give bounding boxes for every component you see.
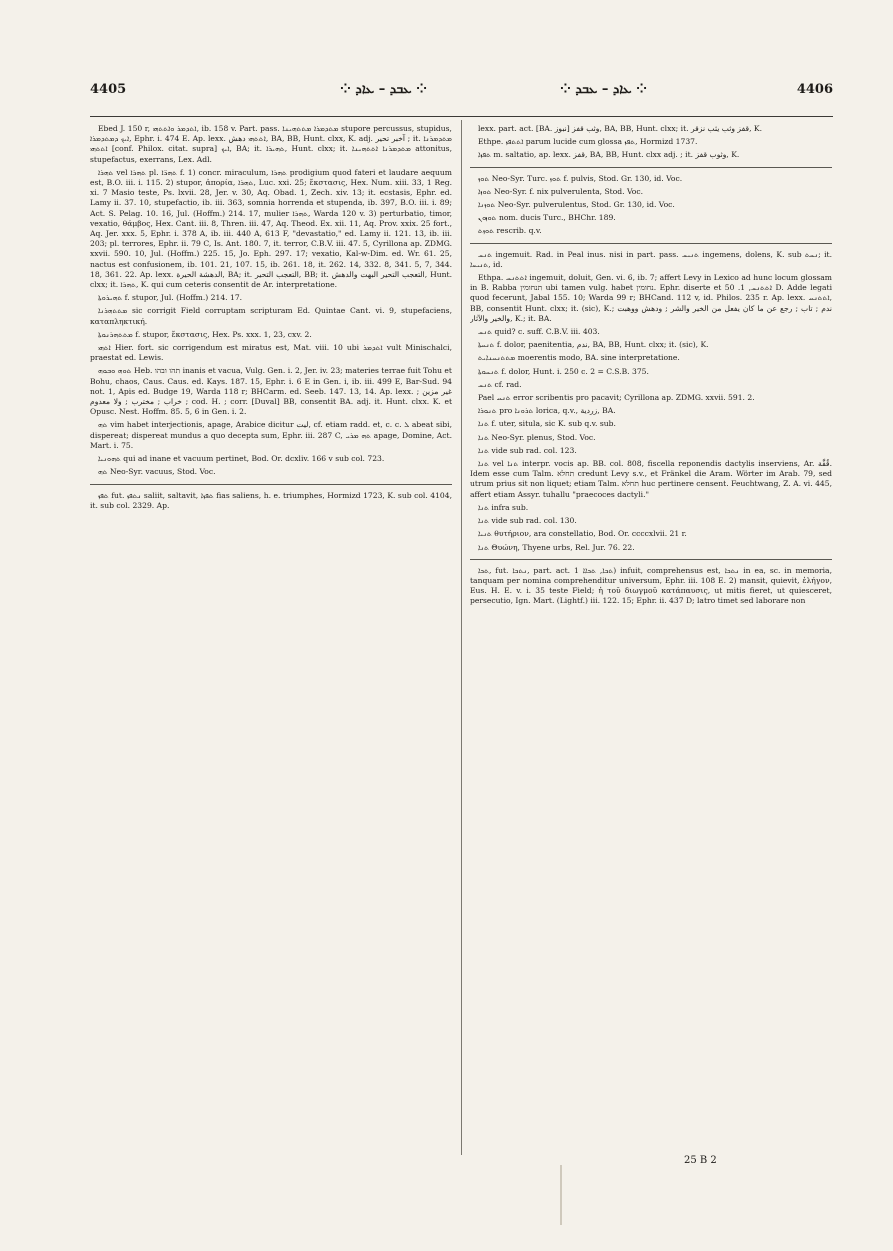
page-number-left: 4405 [90, 82, 127, 97]
entry: ܬܢܚܬܐ f. dolor, paenitentia, ندم, BA, BB, Hunt. clxx; it. (sic), K. [478, 340, 709, 350]
entry: ܬܢܐ vide sub rad. col. 130. [478, 516, 577, 526]
page-header [90, 82, 833, 102]
entry: Ethpa. ܐܬܬܢܚ ingemuit, doluit, Gen. vi. 6, ib. 7; affert Levy in Lexico ad hunc locum glossam in B. Rabba תנחומין ubi tamen vulg. habet נחומין. Ephr. diserte et ܐܬܬܢܚ, 1. 50 D. Adde legati quod fecerunt, Jabal 155. 10; Warda 99 r; BHCand. 112 v, id. Philos. 235 r. Ap. lexx. ܐܬܬܢܚ, BB, consentit Hunt. clxx; it. (sic), K.; ندم ; تاب ; رجع عن ما كان يفعل من الخير والشر ; ودهش ووهبت والخير والآثار, K.; it. BA. [470, 273, 832, 323]
paper-mark [560, 1165, 562, 1225]
entry: ܬܗܪܐ vel ܬܗܪܐ pl. ܬܗܪ̈ܐ f. 1) concr. miraculum, ܬܗܪܐ prodigium quod fateri et laudare aequum est, B.O. iii. i. 115. 2) stupor, ἀπορία, ܬܗܪܐ, Luc. xxi. 25; ἔκστασις, Hex. Num. xiii. 33, 1 Reg. xi. 7 Masio teste, Ps. lxvii. 28, Jer. v. 30, Aq. Obad. 1, Zech. xiv. 13; it. ecstasis, Ephr. ed. Lamy ii. 37. 10, stupefactio, ib. iii. 363, somnia horrenda et stupenda, ib. 397, B.O. iii. i. 89; Act. S. Pelag. 10. 16, Jul. (Hoffm.) 214. 17, mulier ܬܗܪܐ, Warda 120 v. 3) perturbatio, timor, vexatio, θάμβος, Hex. Cant. iii. 8, Thren. iii. 47, Aq. Theod. Ex. xii. 11, Aq. Prov. xxix. 25 fort., Aq. Jer. xxx. 5, Ephr. i. 378 A, ib. iii. 440 A, 613 F, "devastatio," ed. Lamy ii. 121. 13, ib. iii. 203; pl. terrores, Ephr. ii. 79 C, Is. Ant. 180. 7, it. terror, C.B.V. iii. 47. 5, Cyrillona ap. ZDMG. xxvii. 590. 10, Jul. (Hoffm.) 225. 15, Jo. Eph. 297. 17; vexatio, Kal-w-Dim. ed. Wr. 61. 25, nactus est confusionem, ib. 101. 21, 107. 15, ib. 261. 18, it. 262. 14, 332. 8, 341. 5, 7, 344. 18, 361. 22. Ap. lexx. الدهشة الحيرة, BA; it. التعجب التحير, BB; it. التعجب التحير البهت والدهش, Hunt. clxx; it. ܬܗܪܐ, K. qui cum ceteris consentit de Ar. interpretatione. [90, 167, 452, 290]
running-head-left: ⁘ ܥܒܕ – ܥܐܕ ⁘ [340, 82, 428, 97]
header-rule [90, 116, 833, 117]
entry: ܬܢܐ Θυώνη, Thyene urbs, Rel. Jur. 76. 22. [478, 542, 635, 552]
entry: Ebed J. 150 r, ܐܬܕܡܪ ܘܐܬܬܗܝ, ib. 158 v. Part. pass. ܡܬܕܡܪܐ ܡܬܬܗܝܢܐ stupore percussus, stupidus, ܐܝܟ ܕܡܬܕܡܪܐ, Ephr. i. 474 E. Ap. lexx. ܐܬܬܗܝ دهش, BA, BB, Hunt. clxx, K. adj. آخبر تحير ; it. ܡܬܕܡܪܢܐ ܐܬܬܗܝ [conf. Philox. citat. supra] ܐܝܟ, BA; it. ܬܗܝܪܐ, Hunt. clxx; it. ܡܬܕܡܪܢܐ ܐܬܬܗܝܢܐ attonitus, stupefactus, exerrans, Lex. Adl. [90, 124, 452, 164]
entry: ܬܘܙܘܢ nom. ducis Turc., BHChr. 189. [478, 213, 616, 223]
entry: ܬܗܘܢܝܐ qui ad inane et vacuum pertinet, Bod. Or. dcxliv. 166 v sub col. 723. [98, 454, 385, 464]
entry: ܬܟܐ, fut. ܢܬܟܐ, part. act. ܬܟܐ, ܬܟܐܐ 1) infuit, comprehensus est, ܢܬܟܐ in ea, sc. in memoria, tanquam per nomina comprehenditur universum, Ephr. iii. 108 E. 2) mansit, quievit, ἐλήγον, Eus. H. E. v. i. 35 teste Field; ἡ τοῦ διωγμοῦ κατάπαυσις, ut mitis fieret, ut quiesceret, persecutio, Ign. Mart. (Lightf.) iii. 122. 15; Ephr. ii. 437 D; latro timet sed laborare non [470, 565, 832, 606]
entry: ܬܗ Neo-Syr. vacuus, Stod. Voc. [98, 467, 216, 477]
section-separator [470, 559, 832, 560]
entry: ܬܢܚܘܬܐ f. dolor, Hunt. i. 250 c. 2 = C.S.B. 375. [478, 366, 649, 376]
entry: ܬܦܙ fut. ܢܬܦܙ saliit, saltavit, ܬܦܙܐ fias saliens, h. e. triumphes, Hormizd 1723, K. sub col. 4104, it. sub col. 2329. Ap. [90, 490, 452, 510]
entry: ܬܘܗ ܘܒܘܗ Heb. תהו ובהו inanis et vacua, Vulg. Gen. i. 2, Jer. iv. 23; materies terrae fuit Tohu et Bohu, chaos, Caus. Caus. ed. Kays. 187. 15, Ephr. i. 6 E in Gen. i, ib. iii. 499 E, Bar-Sud. 94 not. 1, Apis ed. Budge 19, Warda 118 r; BHCarm. ed. Seeb. 147. 13, 14. Ap. lexx. غير مزين ; خراب ; مخترب ; ولا معدوم ; cod. H. ; corr. [Duval] BB, consentit BA. adj. it. Hunt. clxx. K. et Opusc. Nest. Hoffm. 85. 5, 6 in Gen. i. 2. [90, 366, 452, 417]
signature-mark: 25 B 2 [684, 1155, 717, 1166]
entry: ܡܬܬܢܚܢܐܝܬ moerentis modo, BA. sine interpretatione. [478, 353, 680, 363]
entry: ܬܘܙܢܐ Neo-Syr. pulverulentus, Stod. Gr. 130, id. Voc. [478, 200, 675, 210]
section-separator [470, 167, 832, 168]
section-separator [90, 484, 452, 485]
entry: Ethpe. ܐܬܬܦܙ parum lucide cum glossa ܬܦܙ, Hormizd 1737. [478, 137, 698, 147]
entry: ܬܢܐ Neo-Syr. plenus, Stod. Voc. [478, 432, 596, 442]
entry: Pael ܬܢܚ error scribentis pro pacavit; Cyrillona ap. ZDMG. xxvii. 591. 2. [478, 393, 755, 403]
entry: ܬܘܙ Neo-Syr. Turc. ܬܘܙ f. pulvis, Stod. Gr. 130, id. Voc. [478, 173, 683, 183]
entry: ܐܬܗܝ Hier. fort. sic corrigendum est miratus est, Mat. viii. 10 ubi ܐܬܕܡܪ vult Minischalci, praestat ed. Lewis. [90, 343, 452, 363]
column-divider [461, 120, 462, 1155]
entry: ܬܢܚ cf. rad. [478, 379, 522, 389]
right-column [470, 124, 832, 1154]
entry: ܬܢܝܐ θυτήριον, ara constellatio, Bod. Or. ccccxlvii. 21 r. [478, 529, 687, 539]
entry: ܬܢܘܪܐ pro ܬܪܘܢܐ lorica, q.v., زردية, BA. [478, 406, 616, 416]
entry: ܬܘܙܬ rescrib. q.v. [478, 226, 542, 236]
entry: ܬܢܚ ingemuit. Rad. in Peal inus. nisi in part. pass. ܬܢܝܚ ingemens, dolens, K. sub ܢܚܬ; it. ܬܢܝܚܐ, id. [470, 249, 832, 269]
left-column [90, 124, 452, 1154]
section-separator [470, 243, 832, 244]
entry: ܬܢܐ infra sub. [478, 502, 529, 512]
entry: ܬܘܙܐ Neo-Syr. f. nix pulverulenta, Stod. Voc. [478, 186, 644, 196]
entry: lexx. part. act. [BA. نبوز] وثب قفز, BA, BB, Hunt. clxx; it. قفز وثب يثب نزقر, K. [478, 124, 763, 133]
entry: ܬܗ vim habet interjectionis, apage, Arabice dicitur ليت, cf. etiam radd. et, c. c. ܠ abeat sibi, dispereat; dispereat mundus a quo decepta sum, Ephr. iii. 287 C, ܬܗ ܡܪܝ apage, Domine, Act. Mart. i. 75. [90, 420, 452, 450]
entry: ܬܢܐ vel ܬܢܐ interpr. vocis ap. BB. col. 808, fiscella reponendis dactylis inserviens, Ar. قُفَّة. Idem esse cum Talm. תחלא credunt Levy s.v., et Fränkel die Aram. Wörter im Arab. 79, sed utrum prius sit non liquet; etiam Talm. תחלא huc pertinere censent. Feuchtwang, Z. A. vi. 445, affert etiam Assyr. tuhallu "praecoces dactyli." [470, 459, 832, 499]
entry: ܬܢܐ f. uter, situla, sic K. sub q.v. sub. [478, 419, 616, 429]
running-head-right: ⁘ ܥܐܕ – ܥܒܕ ⁘ [560, 82, 648, 97]
entry: ܬܢܚ quid? c. suff. C.B.V. iii. 403. [478, 327, 600, 337]
entry: ܡܬܬܗܪܢܐ sic corrigit Field corruptam scripturam Ed. Quintae Cant. vi. 9, stupefaciens, καταπληκτική. [90, 306, 452, 326]
page-number-right: 4406 [796, 82, 833, 97]
entry: ܬܦܙܐ m. saltatio, ap. lexx. قفز, BA, BB, Hunt. clxx adj. ; it. وثوب قفز, K. [478, 150, 740, 160]
entry: ܬܗܝܪܘܬܐ f. stupor, Jul. (Hoffm.) 214. 17. [98, 293, 243, 303]
entry: ܡܬܬܗܪܢܘܬܐ f. stupor, ἔκστασις, Hex. Ps. xxx. 1, 23, cxv. 2. [98, 329, 312, 339]
entry: ܬܢܐ vide sub rad. col. 123. [478, 445, 577, 455]
